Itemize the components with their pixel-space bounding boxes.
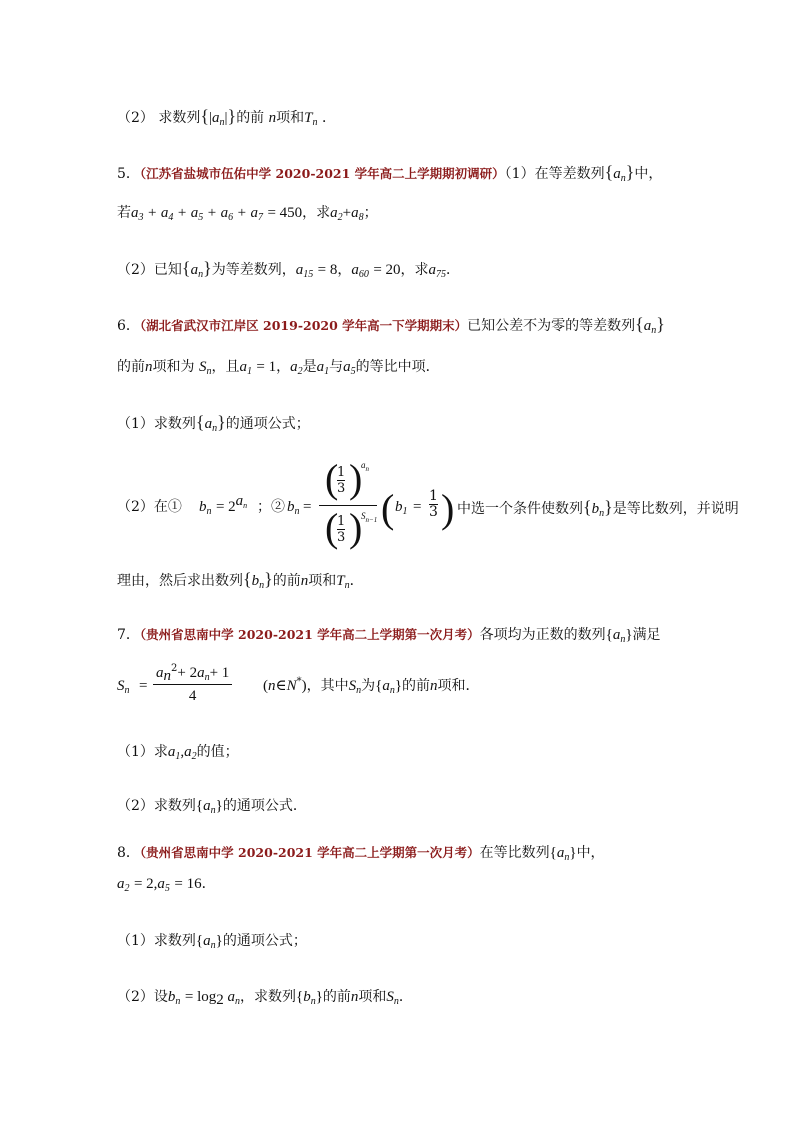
question-7-part2: （2）求数列$\{a_n\}$的通项公式． — [117, 798, 307, 816]
question-5-header: 5．（江苏省盐城市伍佑中学 2020-2021 学年高二上学期期初调研）（1）在等差数列$\{a_n\}$中， — [117, 162, 663, 184]
question-source: （贵州省思南中学 2020-2021 学年高二上学期第一次月考） — [139, 845, 480, 860]
question-5-part2: （2）已知$\{a_n\}$为等差数列，$a_{15} = 8$，$a_{60} = 20$，求$a_{75}$． — [117, 258, 461, 280]
question-6-line2: 的前n项和为 $S_n$，且$a_1 = 1$，$a_2$是$a_1$与$a_5$的等比中项． — [117, 359, 440, 377]
question-8-line2: $a_2 = 2,a_5 = 16$． — [117, 876, 216, 894]
question-8-part2: （2）设$b_n = \log_2 a_n$，求数列$\{b_n\}$的前n项和$S_n$． — [117, 989, 413, 1008]
question-8-header: 8．（贵州省思南中学 2020-2021 学年高二上学期第一次月考）在等比数列$\{a_n\}$中， — [117, 845, 605, 863]
question-8-part1: （1）求数列$\{a_n\}$的通项公式； — [117, 933, 307, 951]
question-source: （湖北省武汉市江岸区 2019-2020 学年高一下学期期末） — [139, 318, 468, 333]
question-7-header: 7．（贵州省思南中学 2020-2021 学年高二上学期第一次月考）各项均为正数的数列$\{a_n\}$满足 — [117, 627, 661, 645]
question-6-part1: （1）求数列$\{a_n\}$的通项公式； — [117, 412, 310, 434]
question-7-part1: （1）求$a_1,a_2$的值； — [117, 744, 239, 762]
question-5-line2: 若$a_3 + a_4 + a_5 + a_6 + a_7 = 450$，求$a_2+a_8$； — [117, 205, 378, 223]
question-6-part2-line2: 理由，然后求出数列$\{b_n\}$的前n项和$T_n$． — [117, 569, 364, 591]
q4-part2: （2） 求数列$\{|a_n|\}$的前 n项和$T_n$ ． — [117, 106, 336, 128]
fraction-power-expression: ( $\frac{1}{3}$ ) $a_n$ ( $\frac{1}{3}$ ) $S_{n-1}$ — [319, 459, 377, 550]
question-6-header: 6．（湖北省武汉市江岸区 2019-2020 学年高一下学期期末）已知公差不为零的等差数列$\{a_n\}$ — [117, 314, 665, 336]
question-source: （江苏省盐城市伍佑中学 2020-2021 学年高二上学期期初调研） — [139, 166, 505, 181]
question-source: （贵州省思南中学 2020-2021 学年高二上学期第一次月考） — [139, 627, 480, 642]
